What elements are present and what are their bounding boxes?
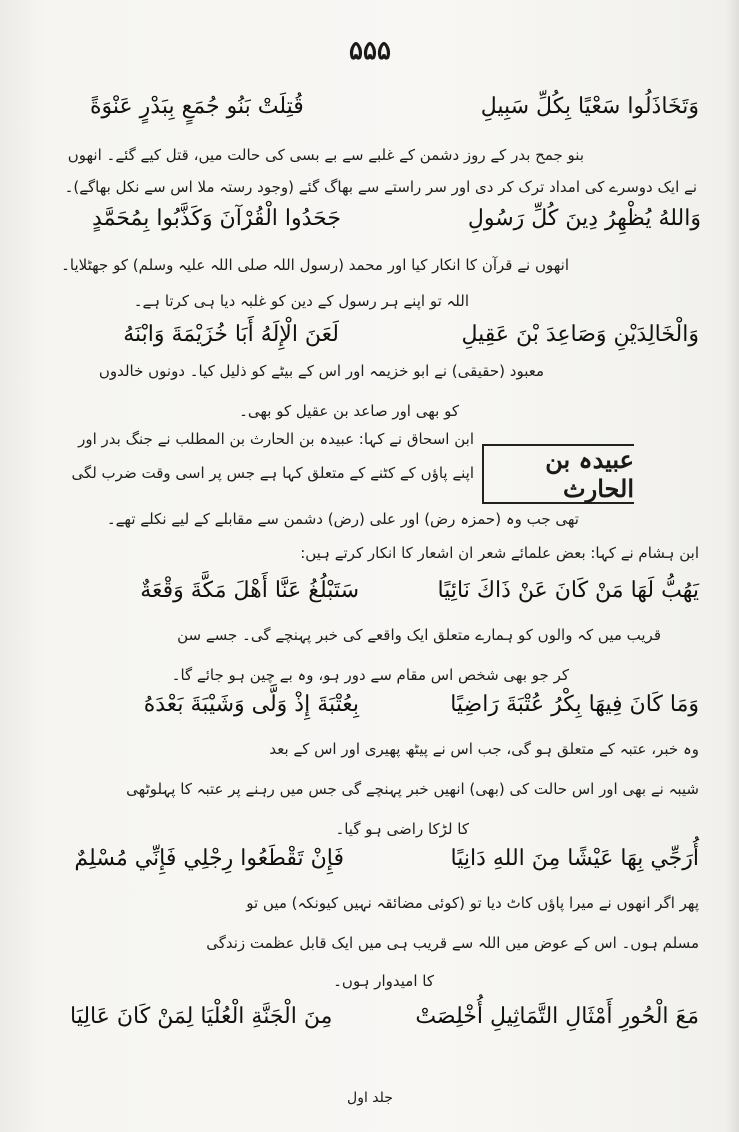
- poem-3-translation-line-2: کو بھی اور صاعد بن عقیل کو بھی۔: [239, 402, 459, 420]
- section-title-box: [482, 444, 634, 504]
- section-title: عبیدہ بن الحارث: [545, 445, 634, 503]
- poem-6-translation-line-2: مسلم ہوں۔ اس کے عوض میں اللہ سے قریب ہی میں ایک قابل عظمت زندگی: [206, 934, 699, 952]
- poem-5-translation-line-2: شیبہ نے بھی اور اس حالت کی (بھی) انھیں خبر پہنچے گی جس میں رہنے پر عتبہ کا پہلوٹھی: [126, 780, 699, 798]
- poem-1-verse-left: قُتِلَتْ بَنُو جُمَعٍ بِبَدْرٍ عَنْوَةً: [90, 94, 304, 119]
- section-intro-line-1: ابن اسحاق نے کہا: عبیدہ بن الحارث بن المطلب نے جنگ بدر اور: [78, 430, 474, 448]
- poem-5-verse-left: وَمَا كَانَ فِيهَا بِكْرُ عُتْبَةَ رَاضِيًا: [450, 692, 699, 717]
- poem-4-verse-left: يَهُبُّ لَهَا مَنْ كَانَ عَنْ ذَاكَ نَائِيًا: [437, 578, 699, 603]
- poem-1-translation-line-1: بنو جمح بدر کے روز دشمن کے غلبے سے بے بسی کی حالت میں، قتل کیے گئے۔ انھوں: [67, 146, 584, 164]
- section-intro-line-2: اپنے پاؤں کے کٹنے کے متعلق کہا ہے جس پر اسی وقت ضرب لگی: [71, 464, 474, 482]
- poem-4-verse-right: سَتَبْلُغُ عَنَّا أَهْلَ مَكَّةَ وَقْعَةٌ: [140, 578, 359, 603]
- section-intro-line-3: تھی جب وہ (حمزہ رض) اور علی (رض) دشمن سے مقابلے کے لیے نکلے تھے۔: [106, 510, 579, 528]
- poem-6-translation-line-1: پھر اگر انھوں نے میرا پاؤں کاٹ دیا تو (کوئی مضائقہ نہیں کیونکہ) میں تو: [246, 894, 699, 912]
- poem-4-translation-line-2: کر جو بھی شخص اس مقام سے دور ہو، وہ بے چین ہو جائے گا۔: [171, 666, 569, 684]
- poem-2-translation-line-2: اللہ تو اپنے ہر رسول کے دین کو غلبہ دیا ہی کرتا ہے۔: [133, 292, 469, 310]
- poem-2-translation-line-1: انھوں نے قرآن کا انکار کیا اور محمد (رسول اللہ صلی اللہ علیہ وسلم) کو جھٹلایا۔: [61, 256, 569, 274]
- poem-2-verse-right: جَحَدُوا الْقُرْآنَ وَكَذَّبُوا بِمُحَمَّدٍ: [92, 206, 341, 231]
- poem-1-translation-line-2: نے ایک دوسرے کی امداد ترک کر دی اور سر راستے سے بھاگ گئے (وجود رستہ ملا اس سے نکل بھاگے)۔: [64, 178, 697, 196]
- poem-5-translation-line-3: کا لڑکا راضی ہو گیا۔: [335, 820, 469, 838]
- poem-7-verse-right: مَعَ الْحُورِ أَمْثَالِ التَّمَاثِيلِ أُخْلِصَتْ: [415, 1004, 699, 1029]
- poem-5-translation-line-1: وہ خبر، عتبہ کے متعلق ہو گی، جب اس نے پیٹھ پھیری اور اس کے بعد: [269, 740, 699, 758]
- section-intro-line-4: ابن ہشام نے کہا: بعض علمائے شعر ان اشعار کا انکار کرتے ہیں:: [300, 544, 699, 562]
- poem-1-verse-right: وَتَخَاذَلُوا سَعْيًا بِكُلِّ سَبِيلِ: [480, 94, 699, 119]
- poem-7-verse-left: مِنَ الْجَنَّةِ الْعُلْيَا لِمَنْ كَانَ عَالِيَا: [70, 1004, 333, 1029]
- poem-6-translation-line-3: کا امیدوار ہوں۔: [333, 972, 434, 990]
- poem-3-verse-left: وَالْخَالِدَيْنِ وَصَاعِدَ بْنَ عَقِيلِ: [461, 322, 699, 347]
- poem-3-translation-line-1: معبود (حقیقی) نے ابو خزیمہ اور اس کے بیٹے کو ذلیل کیا۔ دونوں خالدوں: [98, 362, 544, 380]
- poem-2-verse-left: وَاللهُ يُظْهِرُ دِينَ كُلِّ رَسُولِ: [467, 206, 701, 231]
- poem-4-translation-line-1: قریب میں کہ والوں کو ہمارے متعلق ایک واقعے کی خبر پہنچے گی۔ جسے سن: [177, 626, 661, 644]
- poem-3-verse-right: لَعَنَ الْإِلَهُ أَبَا خُزَيْمَةَ وَابْنَهُ: [123, 322, 339, 347]
- volume-label: جلد اول: [347, 1090, 393, 1106]
- poem-6-verse-left: أُرَجِّي بِهَا عَيْشًا مِنَ اللهِ دَانِيًا: [450, 846, 699, 871]
- poem-6-verse-right: فَإِنْ تَقْطَعُوا رِجْلِي فَإِنِّي مُسْلِمٌ: [74, 846, 344, 871]
- page-number: ۵۵۵: [349, 36, 391, 66]
- page-spine-shadow: [725, 0, 739, 1132]
- poem-5-verse-right: بِعُتْبَةَ إِذْ وَلَّى وَشَيْبَةَ بَعْدَهُ: [143, 692, 359, 717]
